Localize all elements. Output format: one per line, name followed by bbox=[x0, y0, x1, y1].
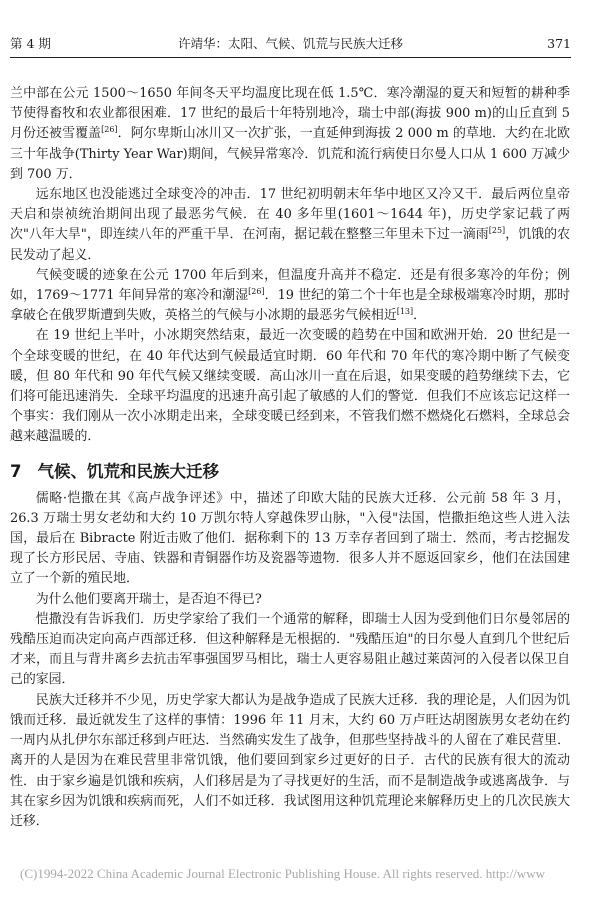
section-title: 气候、饥荒和民族大迁移 bbox=[37, 461, 219, 481]
article-body bbox=[10, 84, 570, 832]
citation: [25] bbox=[488, 226, 506, 236]
paragraph-19th-century: 在 19 世纪上半叶，小冰期突然结束，最近一次变暖的趋势在中国和欧洲开始．20 世纪是一个全球变暖的世纪，在 40 年代达到气候最适宜时期．60 年代和 70 年代的寒冷期中断了气候变暖，但 80 年代和 90 年代气候又继续变暖．高山冰川一直在后退，如果变暖的趋势继续下去，它们将可能迅速消失．全球平均温度的迅速升高引起了敏感的人们的警觉．但我们不应该忘记这样一个事实：我们刚从一次小冰期走出来，全球变暖已经到来，不管我们燃不燃烧化石燃料，全球总会越来越温暖的． bbox=[10, 328, 570, 445]
citation: [26] bbox=[101, 125, 118, 135]
paragraph-caesar: 儒略·恺撒在其《高卢战争评述》中，描述了印欧大陆的民族大迁移．公元前 58 年 3 月，26.3 万瑞士男女老幼和大约 10 万凯尔特人穿越侏罗山脉，"入侵"法国，恺撒拒绝这些人进入法国，最后在 Bibracte 附近击败了他们．据称剩下的 13 万幸存者回到了瑞士．然而，考古挖掘发现了长方形民居、寺庙、铁器和青铜器作坊及瓷器等遗物．很多人并不愿返回家乡，他们在法国建立了一个新的殖民地． bbox=[10, 490, 570, 587]
paragraph-famine-theory: 民族大迁移并不少见，历史学家大都认为是战争造成了民族大迁移．我的理论是，人们因为饥饿而迁移．最近就发生了这样的事情：1996 年 11 月末，大约 60 万卢旺达胡图族男女老幼在约一周内从扎伊尔东部迁移到卢旺达．当然确实发生了战争，但那些坚持战斗的人留在了难民营里．离开的人是因为在难民营里非常饥饿，他们要回到家乡过更好的日子．古代的民族有很大的流动性．由于家乡遍是饥饿和疾病，人们移居是为了寻找更好的生活，而不是制造战争或逃离战争．与其在家乡因为饥饿和疾病而死，人们不如迁移．我试图用这种饥荒理论来解释历史上的几次民族大迁移． bbox=[10, 692, 570, 829]
running-header bbox=[10, 34, 571, 54]
section-heading bbox=[10, 461, 570, 483]
copyright-footer: (C)1994-2022 China Academic Journal Electronic Publishing House. All rights reserved. http://www bbox=[20, 866, 545, 881]
paragraph-question: 为什么他们要离开瑞士，是否迫不得已? bbox=[35, 591, 262, 607]
header-rule bbox=[10, 57, 571, 58]
running-title: 许靖华：太阳、气候、饥荒与民族大迁移 bbox=[177, 36, 403, 51]
paragraph-warming-signs: 气候变暖的迹象在公元 1700 年后到来，但温度升高并不稳定．还是有很多寒冷的年份；例如，1769～1771 年间异常的寒冷和潮湿[26]．19 世纪的第二个十年也是全球极端寒冷时期，那时拿破仑在俄罗斯遭到失败，英格兰的气候与小冰期的最恶劣气候相近[13]． bbox=[10, 267, 570, 324]
citation: [13] bbox=[396, 307, 414, 317]
paragraph-far-east: 远东地区也没能逃过全球变冷的冲击．17 世纪初明朝末年华中地区又冷又干．最后两位皇帝天启和崇祯统治期间出现了最恶劣气候．在 40 多年里(1601～1644 年)，历史学家记载了两次"八年大旱"，即连续八年的严重干旱．在河南，据记载在整整三年里未下过一滴雨[25]，饥饿的农民发动了起义． bbox=[10, 187, 570, 263]
citation: [26] bbox=[248, 287, 265, 297]
paragraph-explanation: 恺撒没有告诉我们．历史学家给了我们一个通常的解释，即瑞士人因为受到他们日尔曼邻居的残酷压迫而决定向高卢西部迁移．但这种解释是无根据的．"残酷压迫"的日尔曼人直到几个世纪后才来，而且与背井离乡去抗击军事强国罗马相比，瑞士人更容易阻止越过莱茵河的入侵者以保卫自己的家园． bbox=[10, 611, 570, 688]
page-number: 371 bbox=[547, 36, 571, 51]
paragraph-continued: 兰中部在公元 1500～1650 年间冬天平均温度比现在低 1.5℃．寒冷潮湿的夏天和短暂的耕种季节使得畜牧和农业都很困难．17 世纪的最后十年特别地冷，瑞士中部(海拔 900 m)的山丘直到 5 月份还被雪覆盖[26]．阿尔卑斯山冰川又一次扩张，一直延伸到海拔 2 000 m 的草地．大约在北欧三十年战争(Thirty Year War)期间，气候异常寒冷．饥荒和流行病使日尔曼人口从 1 600 万减少到 700 万． bbox=[10, 86, 570, 182]
issue-label: 第 4 期 bbox=[10, 36, 51, 51]
section-number: 7 bbox=[10, 461, 22, 481]
